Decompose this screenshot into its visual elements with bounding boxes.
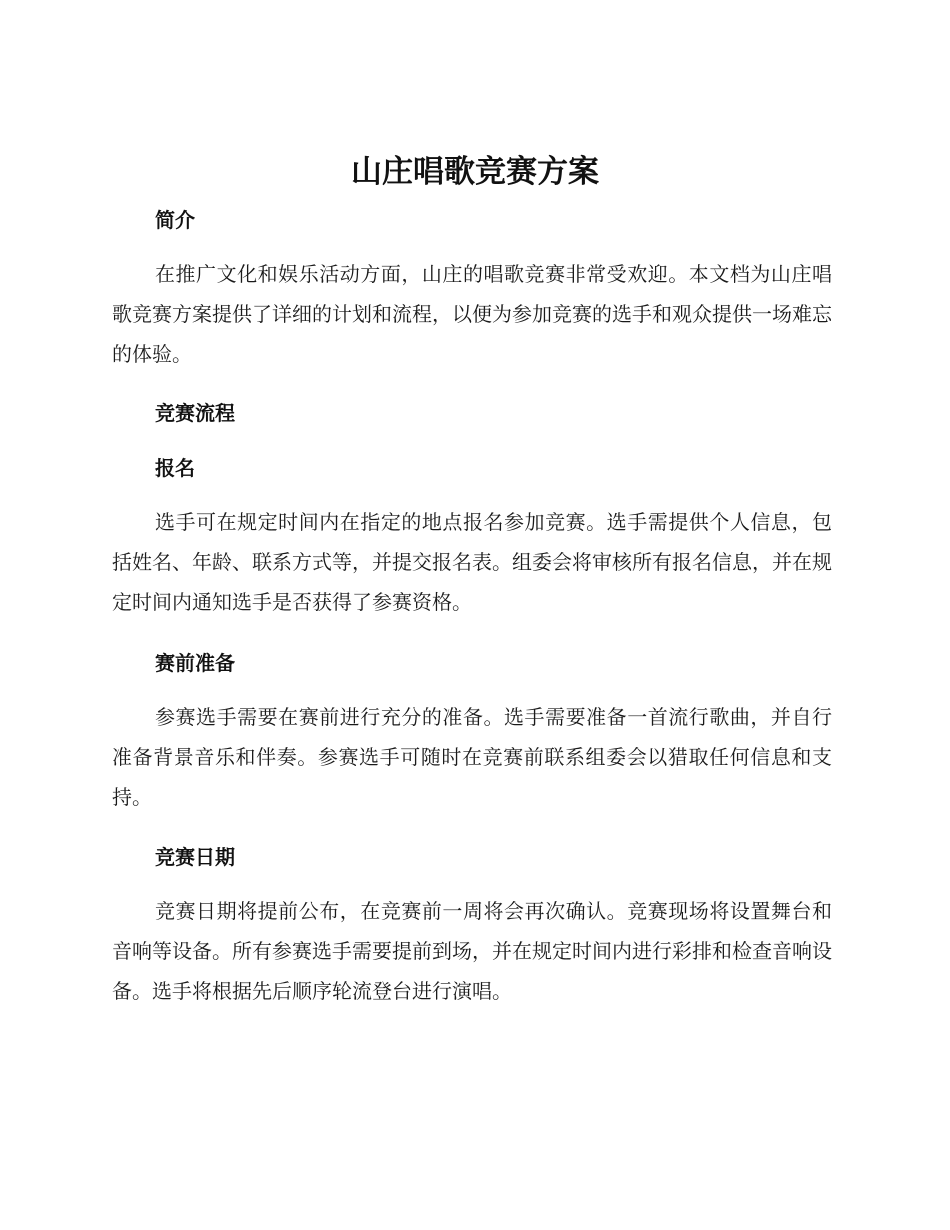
section-heading-intro: 简介: [155, 208, 195, 232]
section-heading-process: 竞赛流程: [155, 401, 235, 425]
section-paragraph-date: 竞赛日期将提前公布，在竞赛前一周将会再次确认。竞赛现场将设置舞台和音响等设备。所有参赛选手需要提前到场，并在规定时间内进行彩排和检查音响设备。选手将根据先后顺序轮流登台进行演唱。: [112, 899, 832, 1003]
section-paragraph-intro: 在推广文化和娱乐活动方面，山庄的唱歌竞赛非常受欢迎。本文档为山庄唱歌竞赛方案提供了详细的计划和流程，以便为参加竞赛的选手和观众提供一场难忘的体验。: [112, 262, 832, 366]
section-paragraph-signup: 选手可在规定时间内在指定的地点报名参加竞赛。选手需提供个人信息，包括姓名、年龄、联系方式等，并提交报名表。组委会将审核所有报名信息，并在规定时间内通知选手是否获得了参赛资格。: [112, 510, 832, 614]
section-heading-date: 竞赛日期: [155, 845, 235, 869]
section-paragraph-prep: 参赛选手需要在赛前进行充分的准备。选手需要准备一首流行歌曲，并自行准备背景音乐和伴奏。参赛选手可随时在竞赛前联系组委会以猎取任何信息和支持。: [112, 705, 832, 809]
section-heading-signup: 报名: [155, 456, 195, 480]
section-heading-prep: 赛前准备: [155, 651, 235, 675]
document-title: 山庄唱歌竞赛方案: [351, 154, 599, 190]
